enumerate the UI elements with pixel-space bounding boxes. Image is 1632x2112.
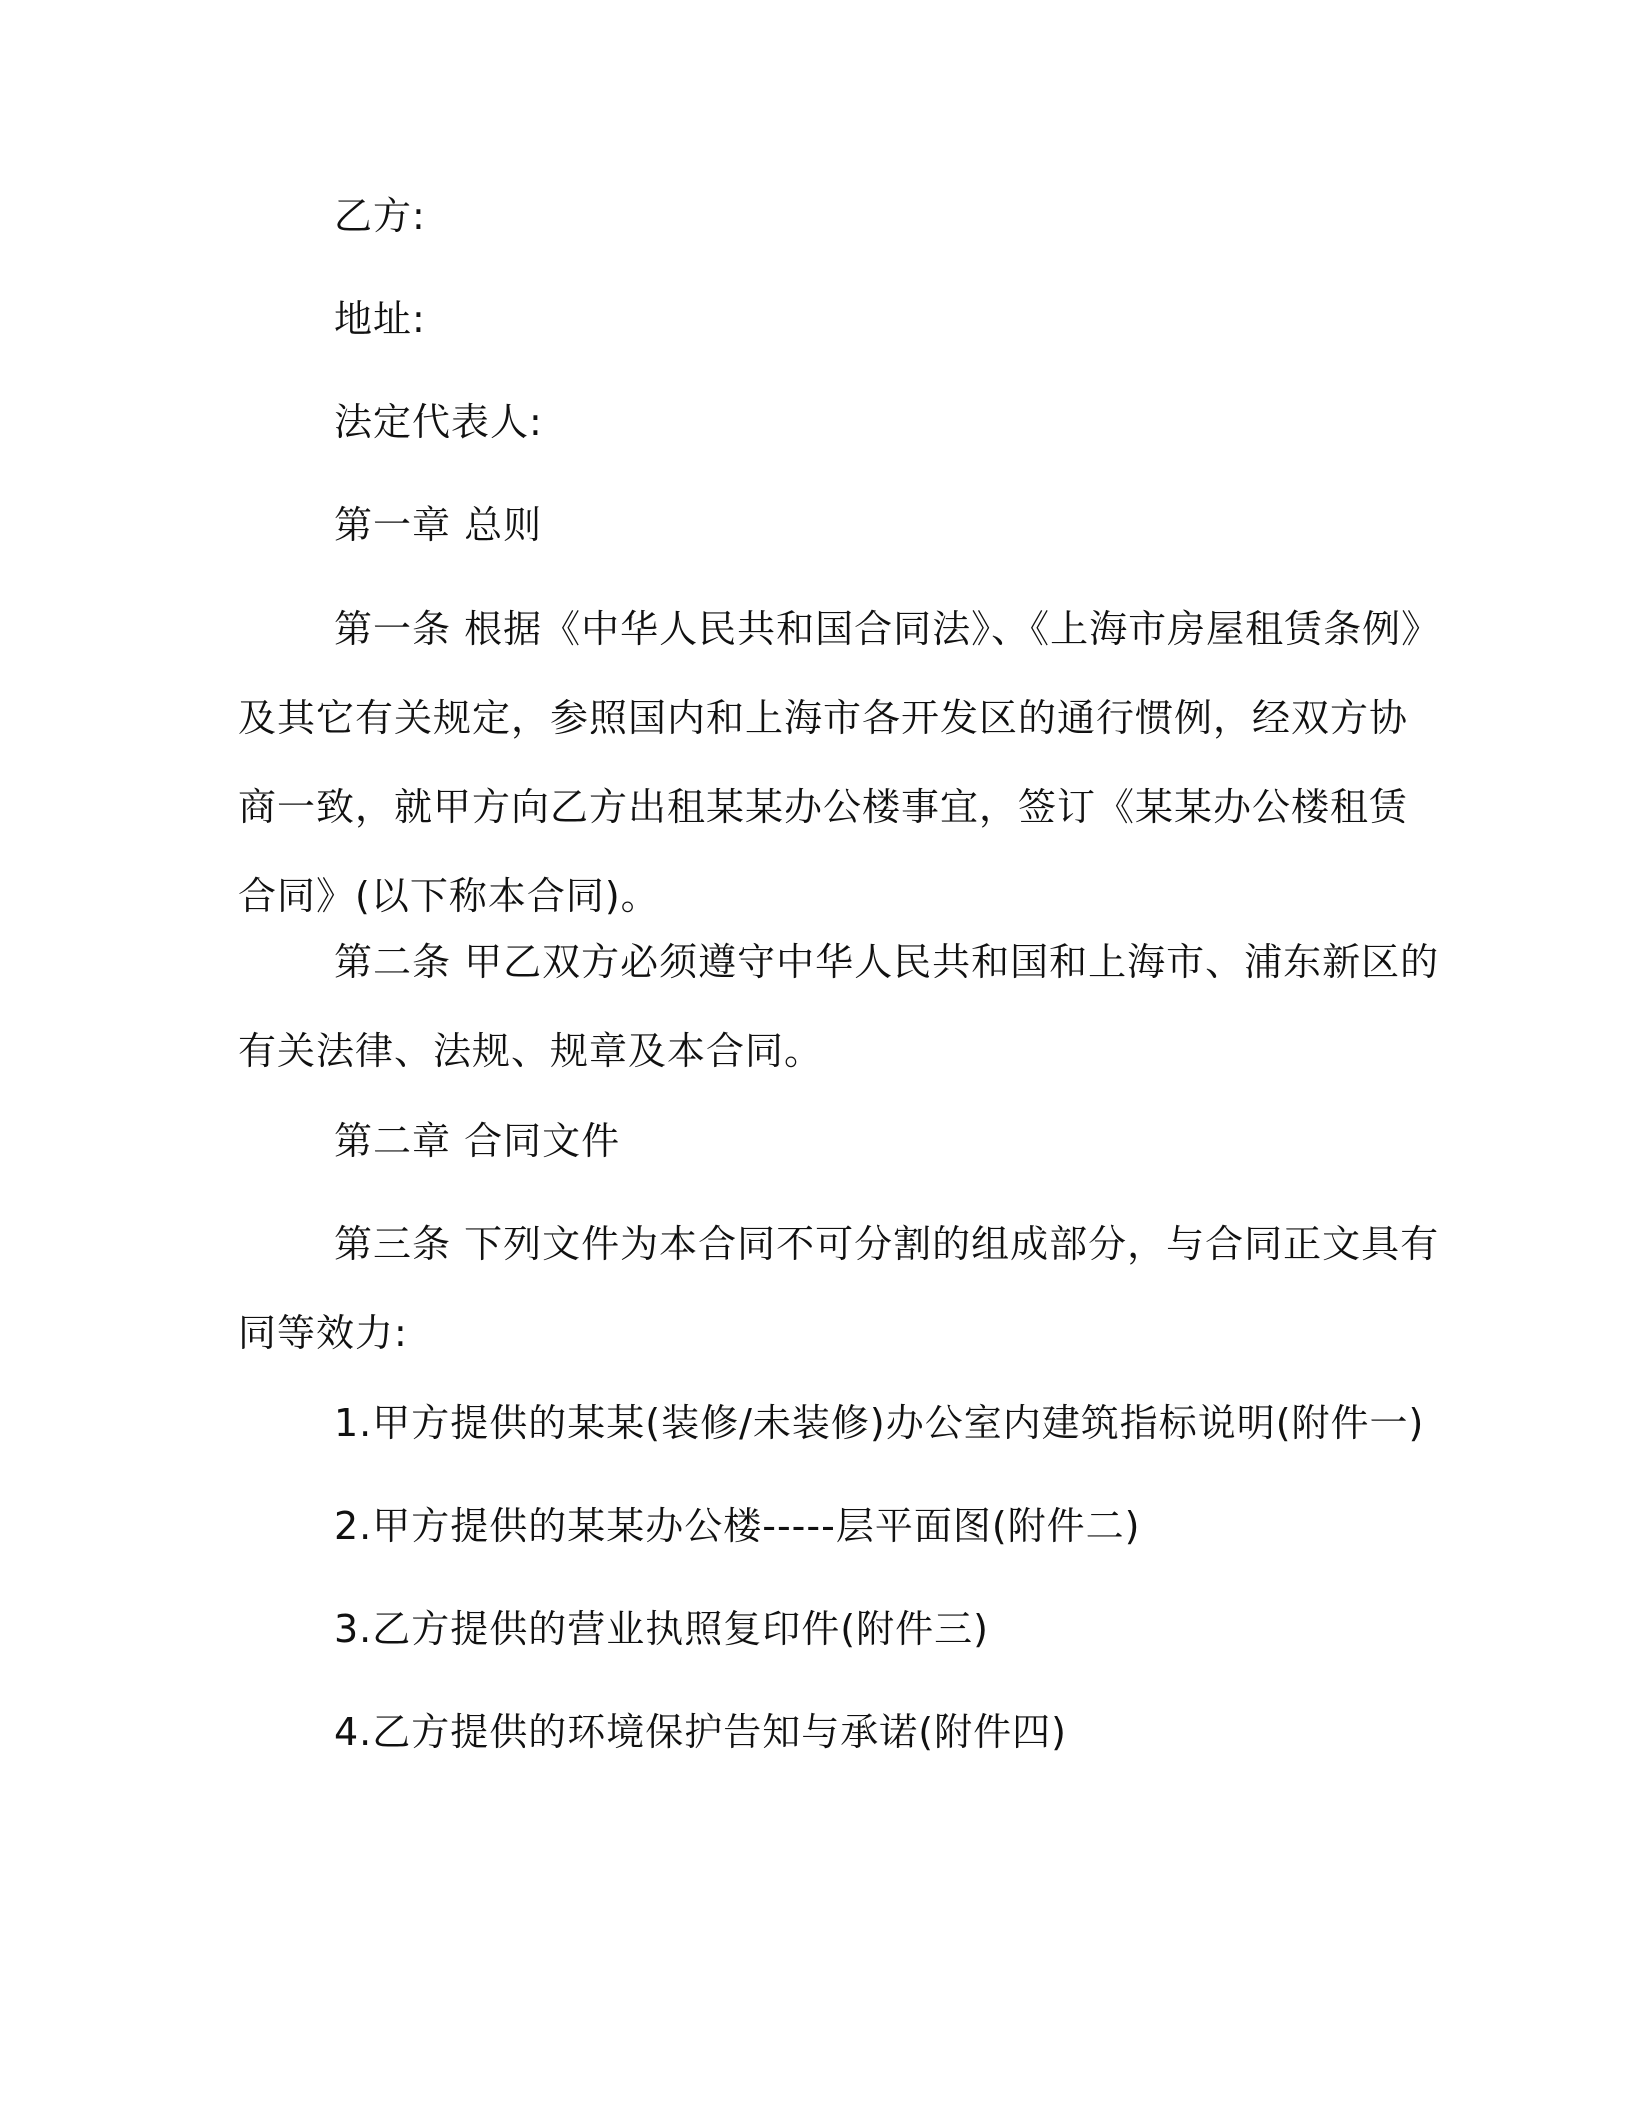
article-2-line: 有关法律、法规、规章及本合同。	[238, 1029, 824, 1073]
article-1-line: 商一致，就甲方向乙方出租某某办公楼事宜，签订《某某办公楼租赁	[238, 785, 1409, 829]
attachment-item: 3.乙方提供的营业执照复印件(附件三)	[334, 1607, 989, 1651]
article-3-line: 第三条 下列文件为本合同不可分割的组成部分，与合同正文具有	[334, 1222, 1440, 1266]
address-label: 地址:	[334, 297, 426, 341]
chapter-1-title: 第一章 总则	[334, 503, 543, 547]
article-1-line: 及其它有关规定，参照国内和上海市各开发区的通行惯例，经双方协	[238, 696, 1409, 740]
article-2	[238, 918, 1439, 1096]
attachment-item: 4.乙方提供的环境保护告知与承诺(附件四)	[334, 1710, 1067, 1754]
article-3	[238, 1200, 1439, 1378]
article-2-line: 第二条 甲乙双方必须遵守中华人民共和国和上海市、浦东新区的	[334, 940, 1440, 984]
party-b-label: 乙方:	[334, 194, 426, 238]
article-1-line: 合同》(以下称本合同)。	[238, 874, 660, 918]
attachment-item: 1.甲方提供的某某(装修/未装修)办公室内建筑指标说明(附件一)	[334, 1401, 1425, 1445]
article-3-line: 同等效力:	[238, 1311, 408, 1355]
attachment-item: 2.甲方提供的某某办公楼-----层平面图(附件二)	[334, 1504, 1141, 1548]
article-1-line: 第一条 根据《中华人民共和国合同法》、《上海市房屋租赁条例》	[334, 607, 1441, 651]
article-1	[238, 585, 1440, 941]
legal-representative-label: 法定代表人:	[334, 400, 543, 444]
chapter-2-title: 第二章 合同文件	[334, 1119, 621, 1163]
